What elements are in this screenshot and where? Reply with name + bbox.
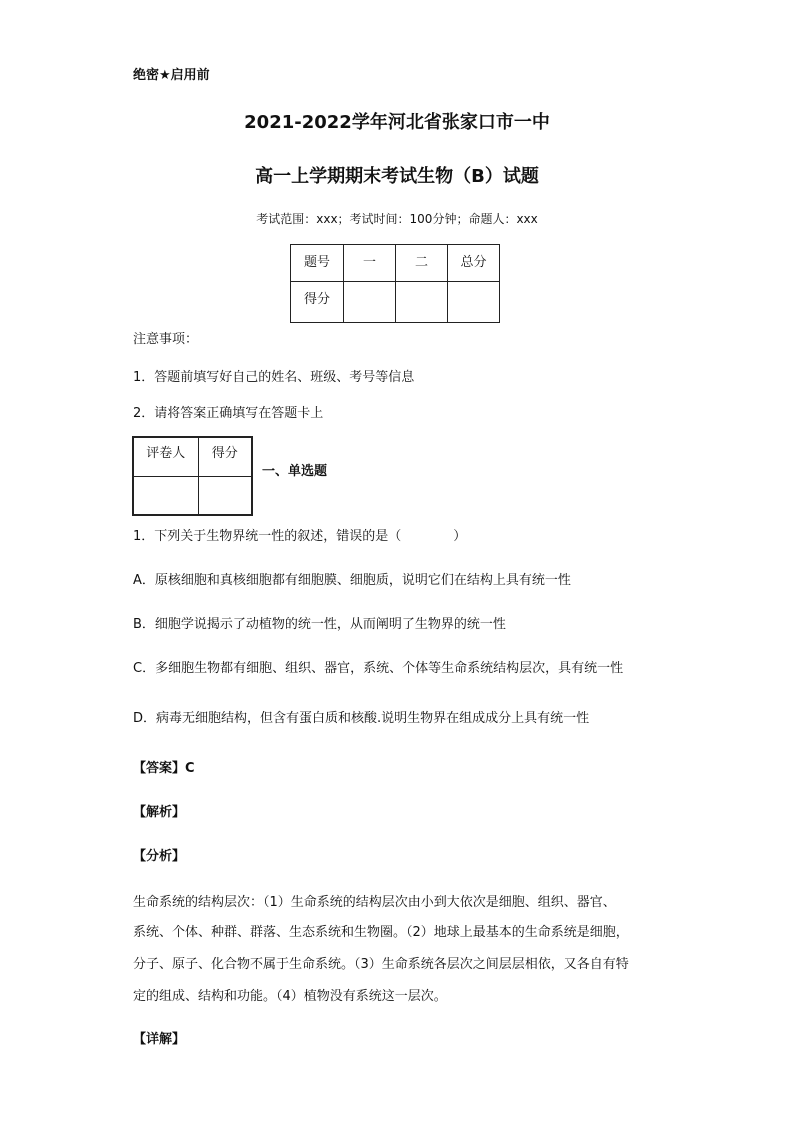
- grader-table-cell: 得分: [198, 437, 252, 476]
- option-d: D．病毒无细胞结构，但含有蛋白质和核酸.说明生物界在组成成分上具有统一性: [133, 711, 590, 726]
- exam-title-line1: 2021-2022学年河北省张家口市一中: [244, 112, 550, 133]
- note-item: 1．答题前填写好自己的姓名、班级、考号等信息: [133, 370, 415, 385]
- score-table-cell: [448, 282, 500, 323]
- analysis-line: 生命系统的结构层次：（1）生命系统的结构层次由小到大依次是细胞、组织、器官、: [133, 895, 616, 910]
- section-title: 一、单选题: [262, 464, 328, 479]
- score-table-cell: 题号: [291, 245, 344, 282]
- grader-table-cell: [133, 476, 198, 515]
- score-table-cell: 二: [396, 245, 448, 282]
- option-a: A．原核细胞和真核细胞都有细胞膜、细胞质，说明它们在结构上具有统一性: [133, 573, 571, 588]
- subanalysis-heading: 【分析】: [133, 849, 186, 864]
- score-table-header-row: [291, 245, 500, 282]
- note-item: 2．请将答案正确填写在答题卡上: [133, 406, 324, 421]
- score-table-cell: 总分: [448, 245, 500, 282]
- analysis-heading: 【解析】: [133, 805, 186, 820]
- analysis-line: 系统、个体、种群、群落、生态系统和生物圈。（2）地球上最基本的生命系统是细胞，: [133, 925, 629, 940]
- score-table-cell: 一: [344, 245, 396, 282]
- grader-table-cell: [198, 476, 252, 515]
- score-table-cell: 得分: [291, 282, 344, 323]
- score-table-score-row: [291, 282, 500, 323]
- option-b: B．细胞学说揭示了动植物的统一性，从而阐明了生物界的统一性: [133, 617, 506, 632]
- answer: 【答案】C: [133, 761, 195, 776]
- option-c: C．多细胞生物都有细胞、组织、器官，系统、个体等生命系统结构层次，具有统一性: [133, 661, 624, 676]
- score-table: [290, 244, 500, 323]
- secret-mark: 绝密★启用前: [133, 68, 210, 83]
- detail-heading: 【详解】: [133, 1032, 186, 1047]
- score-table-cell: [344, 282, 396, 323]
- exam-info: 考试范围：xxx；考试时间：100分钟；命题人：xxx: [256, 212, 538, 226]
- notes-heading: 注意事项：: [133, 332, 199, 347]
- score-table-cell: [396, 282, 448, 323]
- question-stem: 1．下列关于生物界统一性的叙述，错误的是（ ）: [133, 529, 467, 544]
- exam-title-line2: 高一上学期期末考试生物（B）试题: [255, 166, 539, 187]
- analysis-line: 定的组成、结构和功能。（4）植物没有系统这一层次。: [133, 989, 447, 1004]
- grader-table: [132, 436, 253, 516]
- grader-table-cell: 评卷人: [133, 437, 198, 476]
- analysis-line: 分子、原子、化合物不属于生命系统。（3）生命系统各层次之间层层相依，又各自有特: [133, 957, 629, 972]
